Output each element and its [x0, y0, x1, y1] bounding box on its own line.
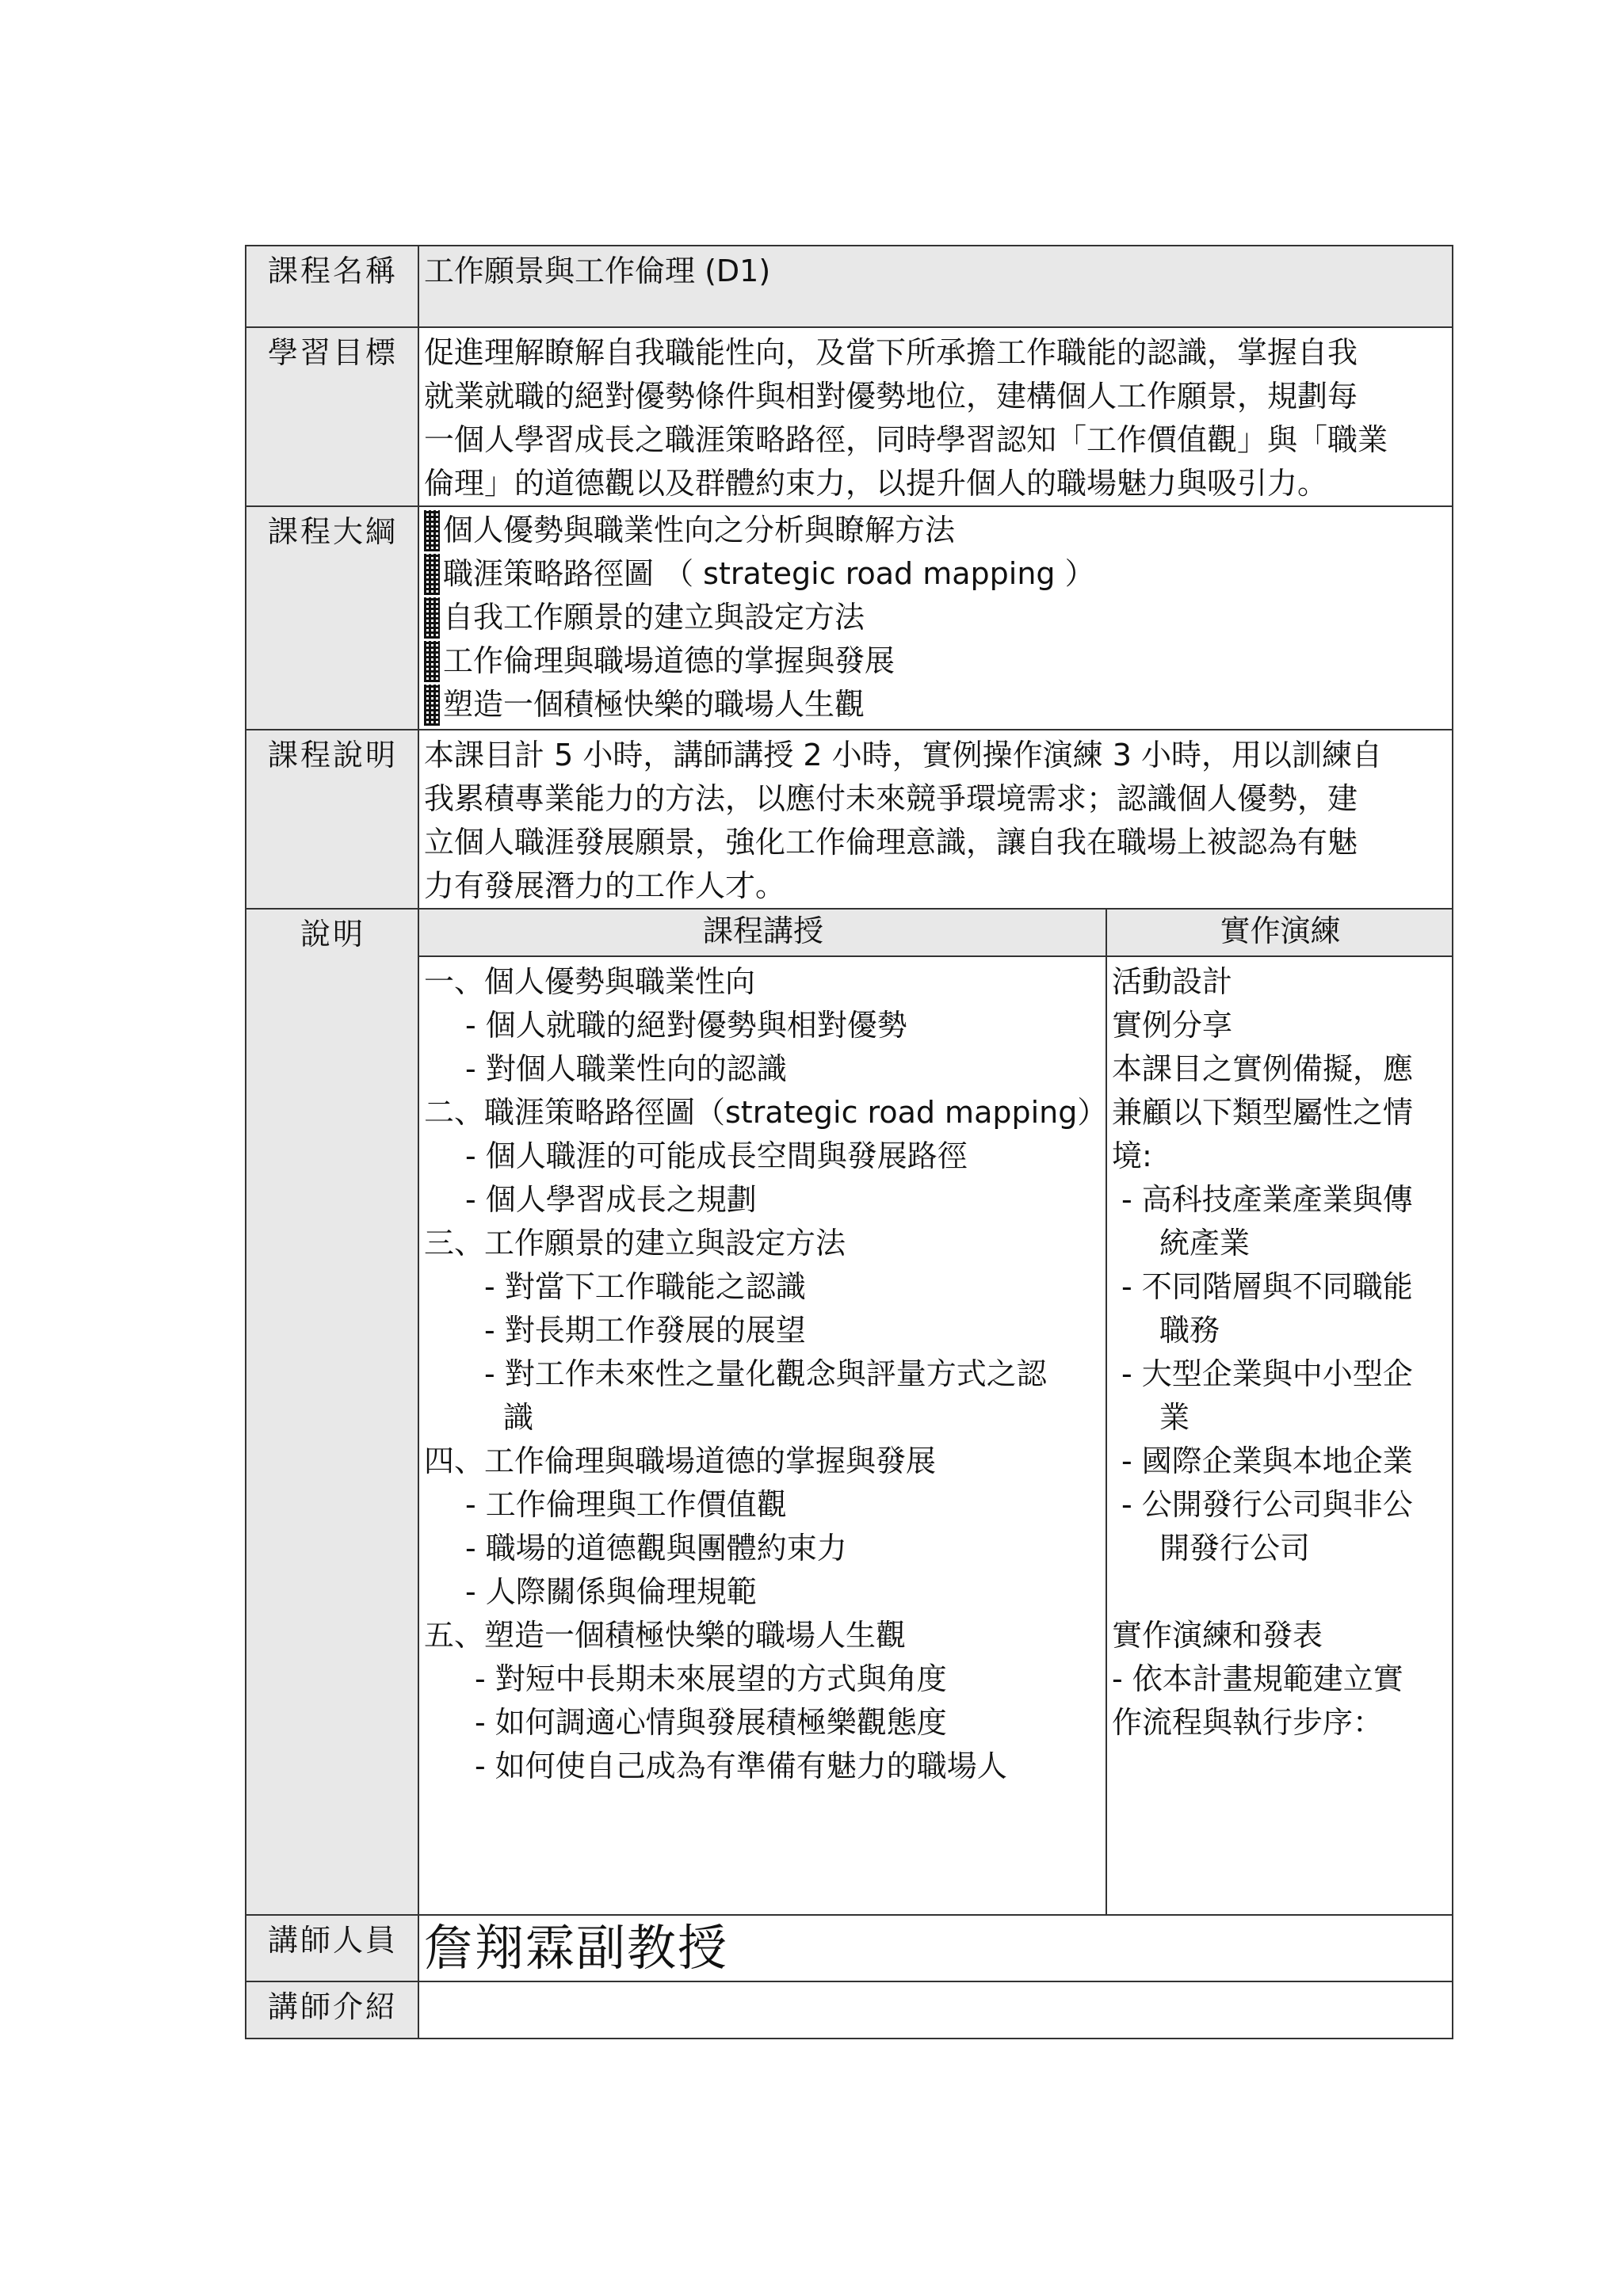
outline-item: [424, 552, 1449, 596]
outline-label: 課程大綱: [246, 506, 418, 730]
objectives-label: 學習目標: [246, 327, 418, 506]
practice-line: 作流程與執行步序：: [1112, 1705, 1384, 1740]
objectives-line: 一個人學習成長之職涯策略路徑，同時學習認知「工作價值觀」與「職業: [424, 422, 1388, 457]
lecture-line: - 對工作未來性之量化觀念與評量方式之認: [484, 1356, 1047, 1391]
lecture-header: 課程講授: [418, 909, 1106, 956]
outline-item: [424, 596, 1449, 639]
practice-content: [1106, 956, 1453, 1915]
explanation-body-row: [246, 956, 1453, 1915]
lecture-line: 三、工作願景的建立與設定方法: [424, 1226, 846, 1261]
practice-line: - 大型企業與中小型企: [1121, 1356, 1413, 1391]
practice-line: - 高科技產業產業與傳: [1121, 1182, 1413, 1217]
lecture-line: - 如何使自己成為有準備有魅力的職場人: [475, 1749, 1007, 1783]
outline-item-label: 個人優勢與職業性向之分析與瞭解方法: [443, 513, 956, 547]
course-name-value: 工作願景與工作倫理 (D1): [418, 246, 1453, 327]
practice-line: 實例分享: [1112, 1008, 1233, 1043]
practice-line: 實作演練和發表: [1112, 1618, 1323, 1653]
description-row: [246, 730, 1453, 909]
lecture-line: - 對長期工作發展的展望: [484, 1313, 806, 1348]
checkerboard-bullet-icon: [424, 510, 440, 551]
instructor-intro-value: [418, 1981, 1453, 2039]
objectives-line: 就業就職的絕對優勢條件與相對優勢地位，建構個人工作願景，規劃每: [424, 379, 1358, 414]
outline-item: [424, 509, 1449, 552]
checkerboard-bullet-icon: [424, 597, 440, 639]
practice-line: 統產業: [1159, 1226, 1251, 1261]
practice-line: 活動設計: [1112, 964, 1233, 999]
explanation-label: 說明: [246, 909, 418, 1915]
lecture-line: 四、工作倫理與職場道德的掌握與發展: [424, 1444, 937, 1478]
instructor-row: [246, 1915, 1453, 1981]
practice-line: 境:: [1112, 1138, 1152, 1173]
lecture-line: - 個人就職的絕對優勢與相對優勢: [465, 1008, 907, 1043]
objectives-line: 促進理解瞭解自我職能性向，及當下所承擔工作職能的認識，掌握自我: [424, 335, 1358, 370]
explanation-header-row: [246, 909, 1453, 956]
checkerboard-bullet-icon: [424, 685, 440, 726]
lecture-line: - 個人學習成長之規劃: [465, 1182, 757, 1217]
outline-list: [418, 506, 1453, 730]
lecture-line: - 對個人職業性向的認識: [465, 1051, 787, 1086]
outline-item-label: 職涯策略路徑圖 （ strategic road mapping ）: [443, 556, 1095, 591]
lecture-line: - 如何調適心情與發展積極樂觀態度: [475, 1705, 947, 1740]
course-name-label: 課程名稱: [246, 246, 418, 327]
practice-line: 業: [1159, 1400, 1190, 1435]
objectives-line: 倫理」的道德觀以及群體約束力，以提升個人的職場魅力與吸引力。: [424, 466, 1328, 501]
practice-line: 開發行公司: [1159, 1531, 1311, 1566]
lecture-content: [418, 956, 1106, 1915]
lecture-line: - 對短中長期未來展望的方式與角度: [475, 1661, 947, 1696]
practice-line: - 不同階層與不同職能: [1121, 1269, 1413, 1304]
practice-line: - 公開發行公司與非公: [1121, 1487, 1413, 1522]
description-line: 本課目計 5 小時，講師講授 2 小時，實例操作演練 3 小時，用以訓練自: [424, 738, 1383, 772]
description-line: 我累積專業能力的方法，以應付未來競爭環境需求；認識個人優勢，建: [424, 781, 1358, 816]
description-line: 立個人職涯發展願景，強化工作倫理意識，讓自我在職場上被認為有魅: [424, 825, 1358, 860]
lecture-line: - 對當下工作職能之認識: [484, 1269, 806, 1304]
outline-item-label: 塑造一個積極快樂的職場人生觀: [443, 687, 865, 722]
course-table: [245, 245, 1453, 2039]
lecture-line: - 人際關係與倫理規範: [465, 1574, 757, 1609]
instructor-name: 詹翔霖副教授: [418, 1915, 1453, 1981]
outline-item: [424, 639, 1449, 683]
lecture-line: 一、個人優勢與職業性向: [424, 964, 756, 999]
outline-item-label: 自我工作願景的建立與設定方法: [443, 600, 865, 635]
lecture-line: - 個人職涯的可能成長空間與發展路徑: [465, 1138, 968, 1173]
lecture-line: - 工作倫理與工作價值觀: [465, 1487, 787, 1522]
outline-row: [246, 506, 1453, 730]
lecture-line: 二、職涯策略路徑圖（strategic road mapping）: [424, 1095, 1108, 1130]
practice-line: 職務: [1159, 1313, 1220, 1348]
checkerboard-bullet-icon: [424, 641, 440, 682]
instructor-intro-row: [246, 1981, 1453, 2039]
description-label: 課程說明: [246, 730, 418, 909]
practice-line: - 國際企業與本地企業: [1121, 1444, 1413, 1478]
lecture-line: - 職場的道德觀與團體約束力: [465, 1531, 847, 1566]
instructor-label: 講師人員: [246, 1915, 418, 1981]
outline-item-label: 工作倫理與職場道德的掌握與發展: [443, 643, 896, 678]
outline-item: [424, 683, 1449, 727]
objectives-row: [246, 327, 1453, 506]
practice-line: 本課目之實例備擬，應: [1112, 1051, 1414, 1086]
instructor-intro-label: 講師介紹: [246, 1981, 418, 2039]
lecture-line: 五、塑造一個積極快樂的職場人生觀: [424, 1618, 907, 1653]
course-name-row: [246, 246, 1453, 327]
lecture-line: 識: [503, 1400, 534, 1435]
practice-line: [1112, 1570, 1449, 1614]
practice-line: - 依本計畫規範建立實: [1112, 1661, 1403, 1696]
objectives-text: [418, 327, 1453, 506]
practice-line: 兼顧以下類型屬性之情: [1112, 1095, 1414, 1130]
description-text: [418, 730, 1453, 909]
description-line: 力有發展潛力的工作人才。: [424, 868, 786, 903]
checkerboard-bullet-icon: [424, 554, 440, 595]
practice-header: 實作演練: [1106, 909, 1453, 956]
